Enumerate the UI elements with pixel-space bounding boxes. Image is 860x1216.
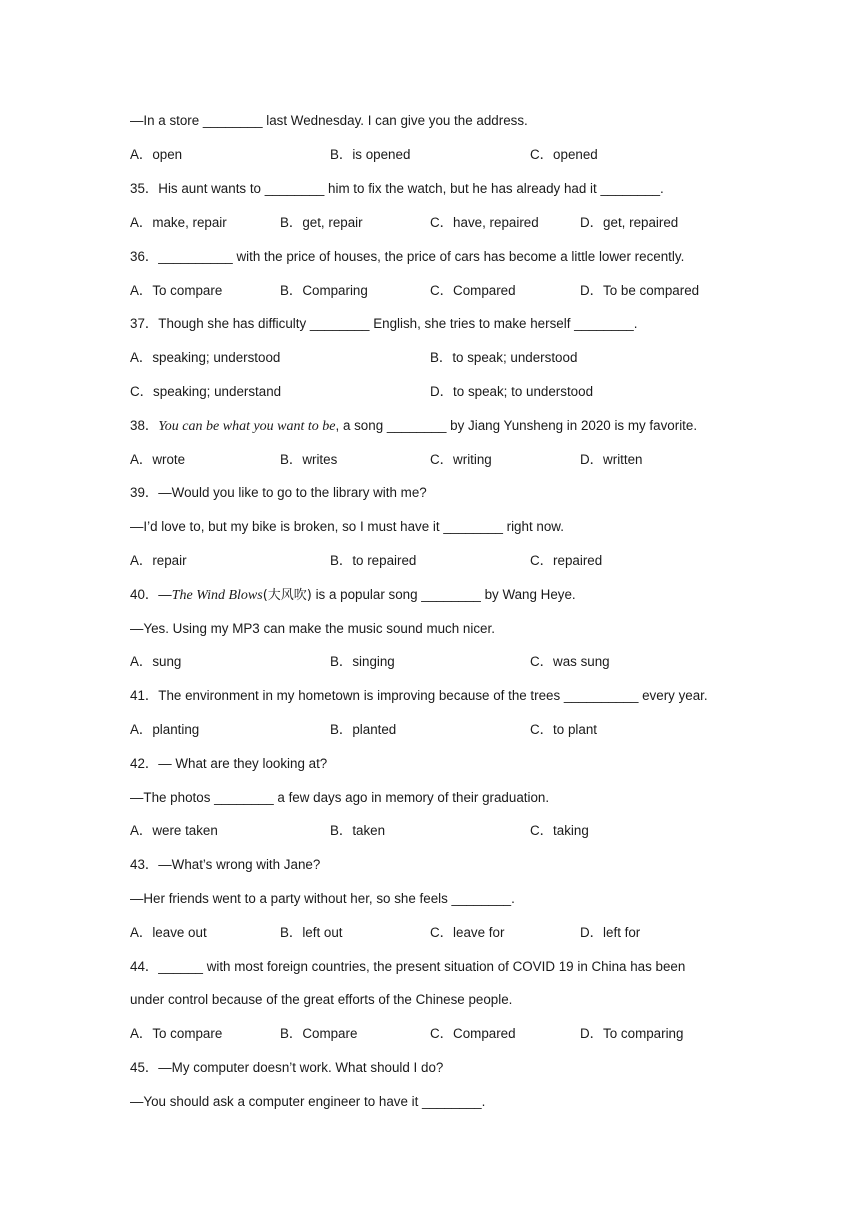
question-40: [130, 586, 576, 605]
question-44: 44．______ with most foreign countries, the present situation of COVID 19 in China has been: [130, 959, 686, 974]
option-b: B．left out: [280, 925, 343, 940]
question-44-continued: under control because of the great efforts of the Chinese people.: [130, 992, 513, 1007]
option-c: C．to plant: [530, 722, 597, 737]
option-c: C．taking: [530, 823, 589, 838]
option-a: A．repair: [130, 553, 187, 568]
question-37: 37．Though she has difficulty ________ English, she tries to make herself ________.: [130, 316, 638, 331]
question-text: —In a store ________ last Wednesday. I can give you the address.: [130, 113, 528, 128]
option-d: D．To comparing: [580, 1026, 684, 1041]
song-title: The Wind Blows: [171, 588, 263, 603]
option-d: D．left for: [580, 925, 641, 940]
question-42-response: —The photos ________ a few days ago in memory of their graduation.: [130, 790, 550, 805]
option-a: A．make, repair: [130, 215, 227, 230]
option-c: C．repaired: [530, 553, 603, 568]
question-45-response: —You should ask a computer engineer to have it ________.: [130, 1094, 486, 1109]
question-36: 36．__________ with the price of houses, the price of cars has become a little lower recently.: [130, 249, 685, 264]
question-39: 39．—Would you like to go to the library with me?: [130, 485, 427, 500]
option-a: A．wrote: [130, 452, 186, 467]
option-c: C．Compared: [430, 1026, 516, 1041]
option-c: C．writing: [430, 452, 492, 467]
option-c: C．leave for: [430, 925, 505, 940]
question-number: 40．—: [130, 587, 172, 602]
question-38: [130, 417, 697, 436]
song-title: You can be what you want to be: [158, 419, 336, 434]
question-42: 42．— What are they looking at?: [130, 756, 328, 771]
question-text: is a popular song ________ by Wang Heye.: [311, 587, 576, 602]
question-39-response: —I’d love to, but my bike is broken, so I must have it ________ right now.: [130, 519, 564, 534]
option-b: B．to repaired: [330, 553, 417, 568]
option-d: D．to speak; to understood: [430, 384, 594, 399]
option-d: D．get, repaired: [580, 215, 679, 230]
option-c: C．opened: [530, 147, 598, 162]
option-b: B．Comparing: [280, 283, 368, 298]
option-a: A．planting: [130, 722, 200, 737]
option-b: B．Compare: [280, 1026, 358, 1041]
option-c: C．was sung: [530, 654, 610, 669]
option-d: D．written: [580, 452, 643, 467]
option-b: B．is opened: [330, 147, 411, 162]
option-a: A．leave out: [130, 925, 207, 940]
question-43-response: —Her friends went to a party without her, so she feels ________.: [130, 891, 515, 906]
option-a: A．open: [130, 147, 183, 162]
option-c: C．speaking; understand: [130, 384, 282, 399]
option-a: A．To compare: [130, 283, 223, 298]
question-35: 35．His aunt wants to ________ him to fix the watch, but he has already had it ________.: [130, 181, 664, 196]
option-a: A．sung: [130, 654, 182, 669]
option-b: B．singing: [330, 654, 395, 669]
option-c: C．Compared: [430, 283, 516, 298]
question-45: 45．—My computer doesn’t work. What should I do?: [130, 1060, 444, 1075]
question-43: 43．—What’s wrong with Jane?: [130, 857, 321, 872]
option-b: B．taken: [330, 823, 386, 838]
option-b: B．planted: [330, 722, 397, 737]
question-number: 38．: [130, 418, 159, 433]
option-a: A．were taken: [130, 823, 218, 838]
option-d: D．To be compared: [580, 283, 700, 298]
chinese-title: (大风吹): [262, 588, 312, 603]
option-a: A．speaking; understood: [130, 350, 281, 365]
option-c: C．have, repaired: [430, 215, 539, 230]
option-b: B．writes: [280, 452, 338, 467]
option-b: B．to speak; understood: [430, 350, 578, 365]
question-40-response: —Yes. Using my MP3 can make the music sound much nicer.: [130, 621, 495, 636]
question-text: , a song ________ by Jiang Yunsheng in 2020 is my favorite.: [335, 418, 698, 433]
option-b: B．get, repair: [280, 215, 363, 230]
question-41: 41．The environment in my hometown is improving because of the trees __________ every year.: [130, 688, 708, 703]
option-a: A．To compare: [130, 1026, 223, 1041]
